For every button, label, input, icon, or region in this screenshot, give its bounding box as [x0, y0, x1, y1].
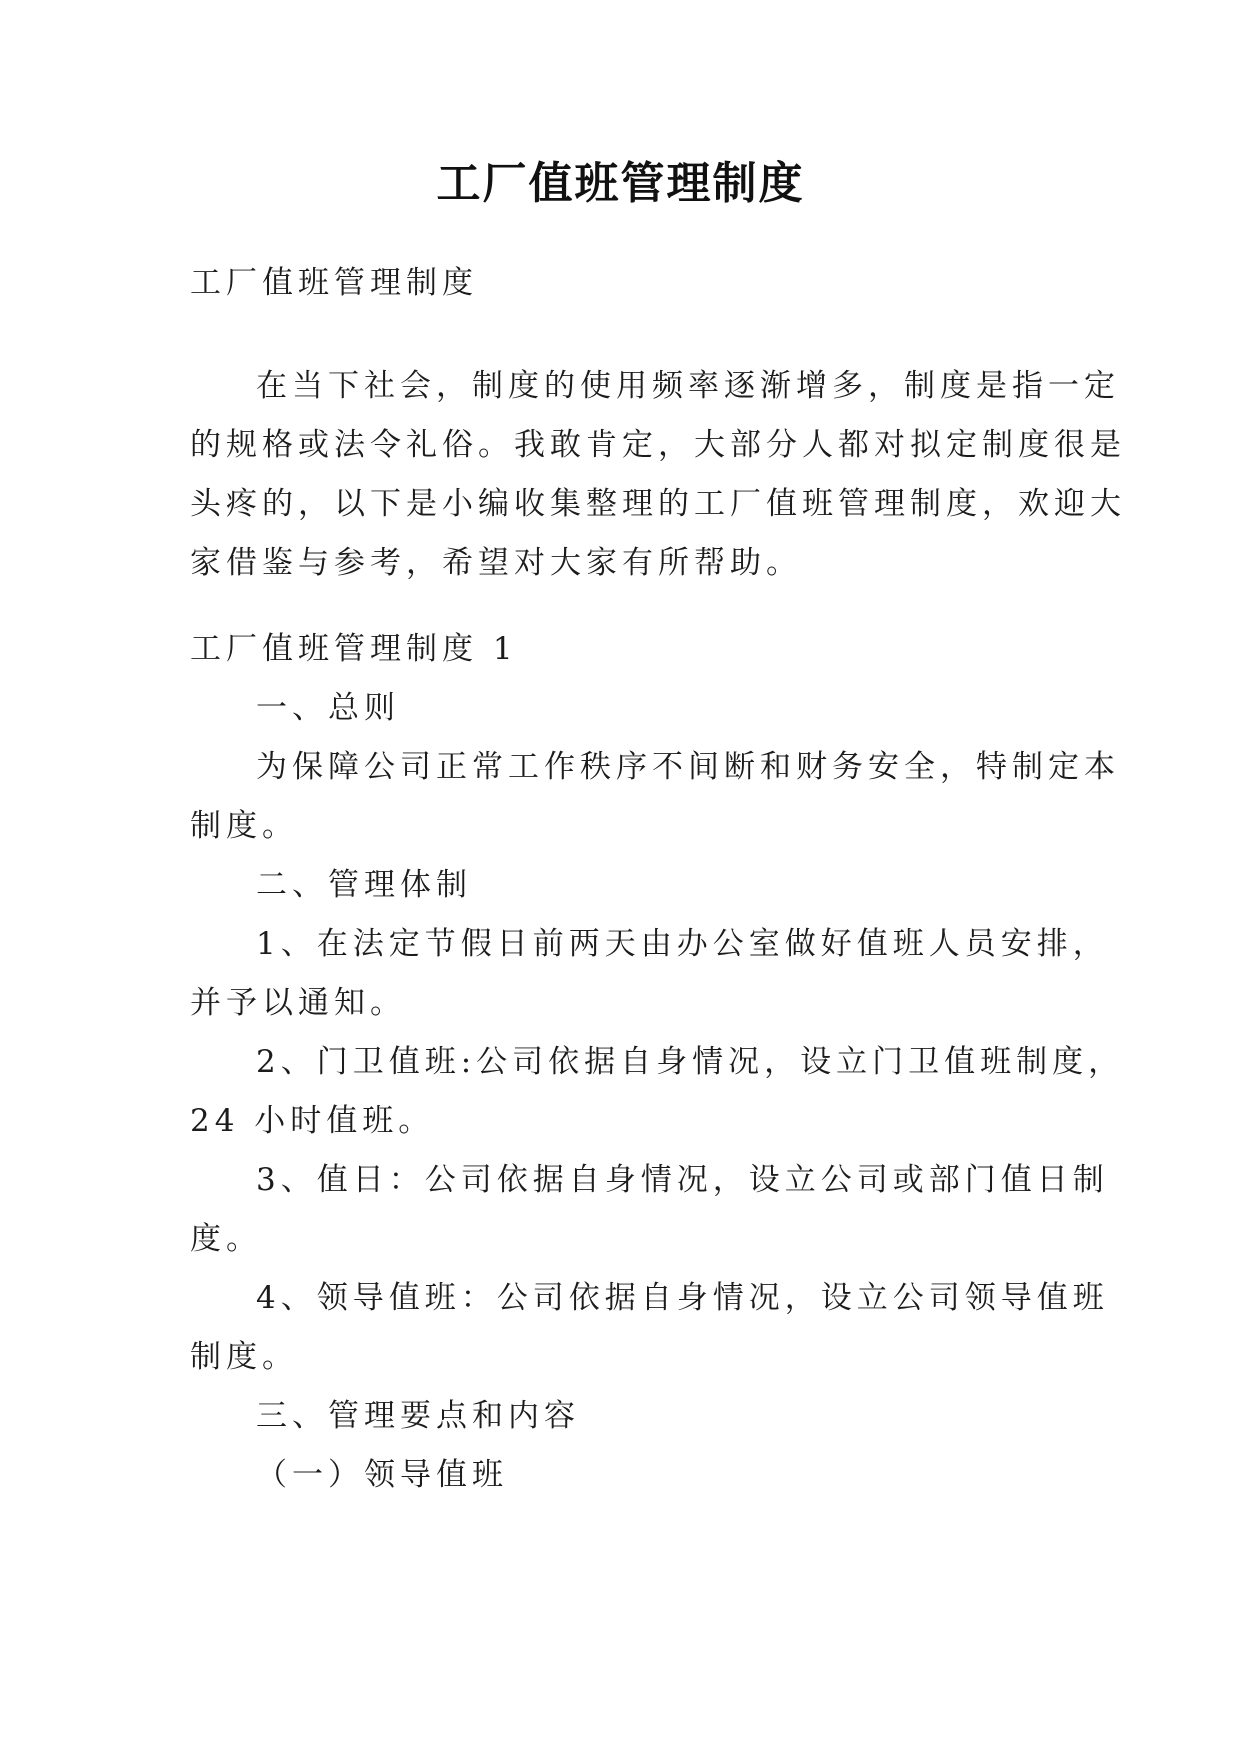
- paragraph-line: 1、在法定节假日前两天由办公室做好值班人员安排，: [256, 926, 1109, 962]
- paragraph-line: 2、门卫值班:公司依据自身情况，设立门卫值班制度，: [256, 1044, 1125, 1080]
- paragraph-line: 度。: [190, 1221, 262, 1257]
- subclause-heading: （一）领导值班: [256, 1457, 508, 1493]
- document-title: 工厂值班管理制度: [436, 158, 805, 209]
- subtitle-line: 工厂值班管理制度: [190, 265, 478, 301]
- paragraph-line: 制度。: [190, 1339, 298, 1375]
- section-heading: 工厂值班管理制度 1: [190, 631, 518, 667]
- paragraph-line: 3、值日：公司依据自身情况，设立公司或部门值日制: [256, 1162, 1109, 1198]
- paragraph-line: 的规格或法令礼俗。我敢肯定，大部分人都对拟定制度很是: [190, 427, 1126, 463]
- paragraph-line: 4、领导值班：公司依据自身情况，设立公司领导值班: [256, 1280, 1109, 1316]
- document-subtitle: [190, 254, 1052, 313]
- paragraph-line: 头疼的，以下是小编收集整理的工厂值班管理制度，欢迎大: [190, 486, 1126, 522]
- intro-paragraph: [190, 357, 1126, 593]
- clause-heading: 二、管理体制: [256, 867, 472, 903]
- paragraph-line: 制度。: [190, 808, 298, 844]
- clause-heading: 三、管理要点和内容: [256, 1398, 580, 1434]
- paragraph-line: 在当下社会，制度的使用频率逐渐增多，制度是指一定: [256, 368, 1120, 404]
- section-1: [190, 620, 1125, 1505]
- paragraph-line: 为保障公司正常工作秩序不间断和财务安全，特制定本: [256, 749, 1120, 785]
- clause-heading: 一、总则: [256, 690, 400, 726]
- paragraph-line: 并予以通知。: [190, 985, 406, 1021]
- paragraph-line: 24 小时值班。: [190, 1103, 435, 1139]
- paragraph-line: 家借鉴与参考，希望对大家有所帮助。: [190, 545, 802, 581]
